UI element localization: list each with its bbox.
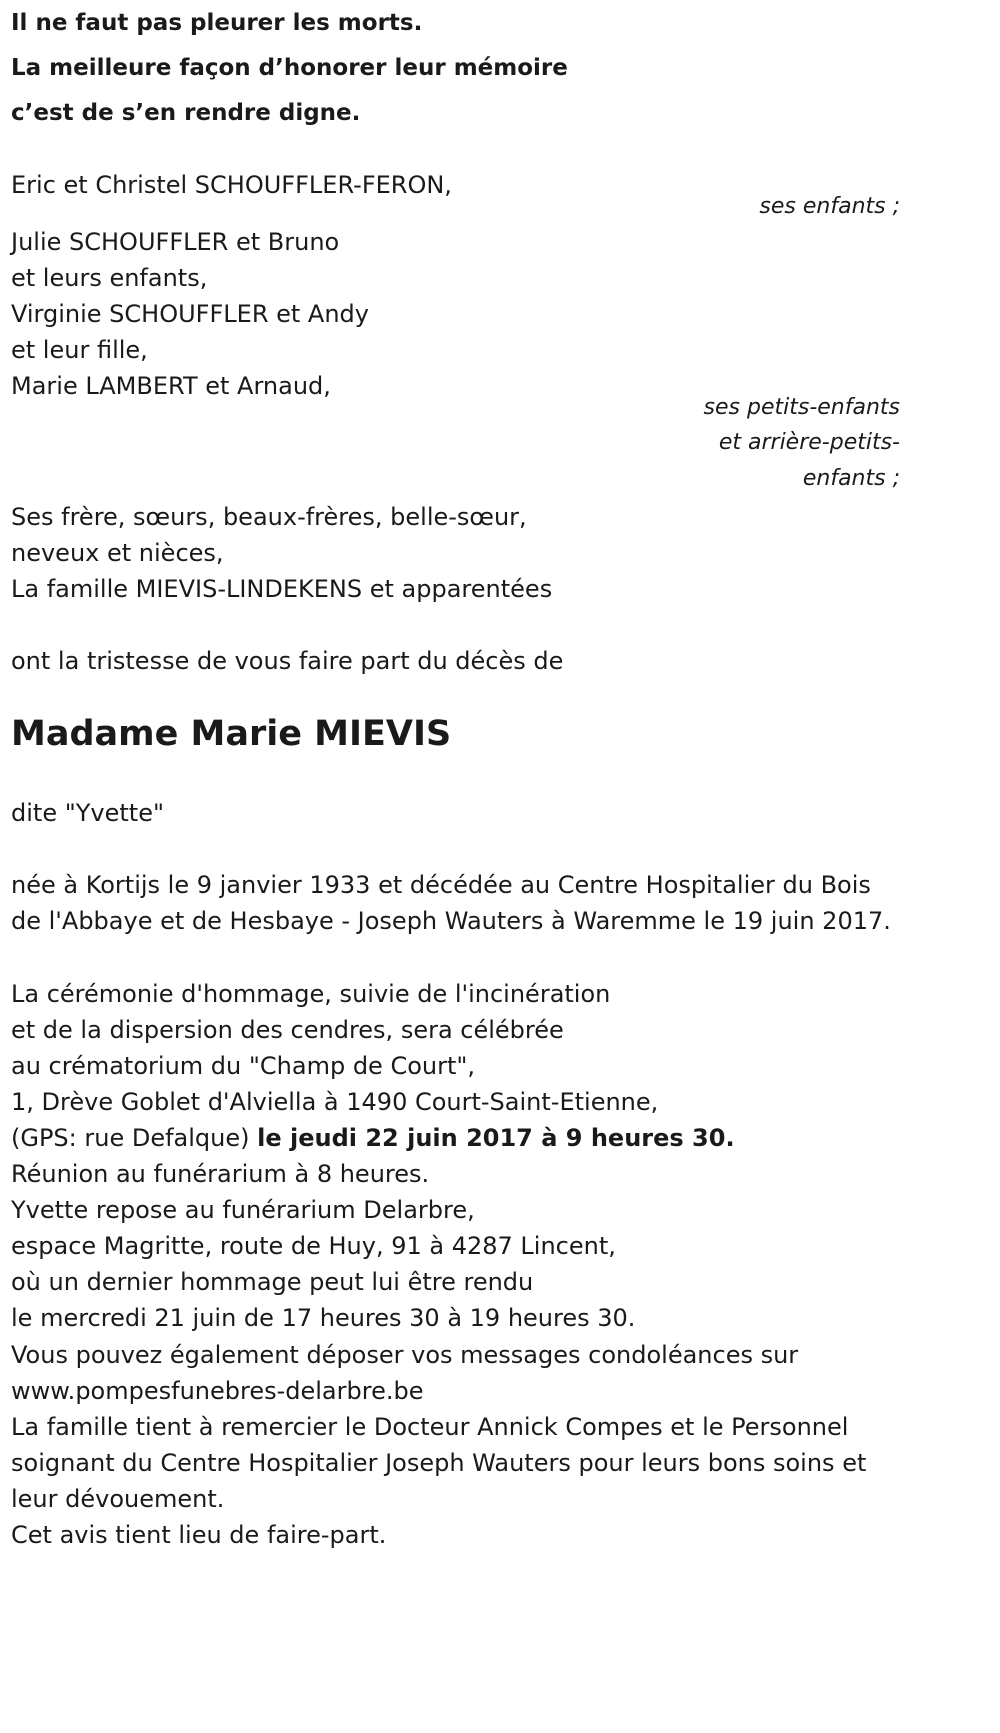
ceremony-line-3: au crématorium du "Champ de Court", — [11, 1052, 476, 1080]
ceremony-line-5 — [11, 1123, 735, 1153]
ceremony-line-2: et de la dispersion des cendres, sera célébrée — [11, 1016, 564, 1044]
quote-line-3: c’est de s’en rendre digne. — [11, 100, 361, 126]
grandchildren-role-2: et arrière-petits- — [718, 430, 900, 455]
ceremony-line-6: Réunion au funérarium à 8 heures. — [11, 1160, 430, 1188]
grandchild-line-1: Julie SCHOUFFLER et Bruno — [11, 228, 340, 256]
children-names: Eric et Christel SCHOUFFLER-FERON, — [11, 171, 452, 199]
grandchild-line-2: et leurs enfants, — [11, 264, 208, 292]
ceremony-date-time: le jeudi 22 juin 2017 à 9 heures 30. — [257, 1124, 735, 1152]
grandchild-line-5: Marie LAMBERT et Arnaud, — [11, 372, 331, 400]
ceremony-line-13: La famille tient à remercier le Docteur Annick Compes et le Personnel — [11, 1413, 849, 1441]
family-line-1: Ses frère, sœurs, beaux-frères, belle-sœur, — [11, 503, 527, 531]
announcement-text: ont la tristesse de vous faire part du décès de — [11, 647, 564, 675]
ceremony-line-14: soignant du Centre Hospitalier Joseph Wauters pour leurs bons soins et — [11, 1449, 867, 1477]
birth-death-line-2: de l'Abbaye et de Hesbaye - Joseph Wauters à Waremme le 19 juin 2017. — [11, 907, 891, 935]
quote-line-1: Il ne faut pas pleurer les morts. — [11, 10, 423, 36]
ceremony-gps-text: (GPS: rue Defalque) — [11, 1124, 258, 1152]
ceremony-line-7: Yvette repose au funérarium Delarbre, — [11, 1196, 475, 1224]
family-line-2: neveux et nièces, — [11, 539, 224, 567]
birth-death-line-1: née à Kortijs le 9 janvier 1933 et décédée au Centre Hospitalier du Bois — [11, 871, 871, 899]
ceremony-line-16: Cet avis tient lieu de faire-part. — [11, 1521, 387, 1549]
ceremony-line-4: 1, Drève Goblet d'Alviella à 1490 Court-Saint-Etienne, — [11, 1088, 659, 1116]
ceremony-line-11: Vous pouvez également déposer vos messages condoléances sur — [11, 1341, 799, 1369]
grandchildren-role-1: ses petits-enfants — [703, 395, 900, 420]
grandchild-line-3: Virginie SCHOUFFLER et Andy — [11, 300, 369, 328]
ceremony-line-8: espace Magritte, route de Huy, 91 à 4287 Lincent, — [11, 1232, 616, 1260]
deceased-name: Madame Marie MIEVIS — [11, 714, 452, 754]
family-line-3: La famille MIEVIS-LINDEKENS et apparentées — [11, 575, 553, 603]
ceremony-line-1: La cérémonie d'hommage, suivie de l'incinération — [11, 980, 611, 1008]
ceremony-line-10: le mercredi 21 juin de 17 heures 30 à 19 heures 30. — [11, 1304, 636, 1332]
funeral-website-link[interactable]: www.pompesfunebres-delarbre.be — [11, 1377, 424, 1405]
quote-line-2: La meilleure façon d’honorer leur mémoire — [11, 55, 568, 81]
grandchild-line-4: et leur fille, — [11, 336, 148, 364]
ceremony-line-15: leur dévouement. — [11, 1485, 225, 1513]
deceased-nickname: dite "Yvette" — [11, 799, 164, 827]
ceremony-line-9: où un dernier hommage peut lui être rendu — [11, 1268, 534, 1296]
grandchildren-role-3: enfants ; — [802, 466, 900, 491]
children-role: ses enfants ; — [759, 194, 900, 219]
